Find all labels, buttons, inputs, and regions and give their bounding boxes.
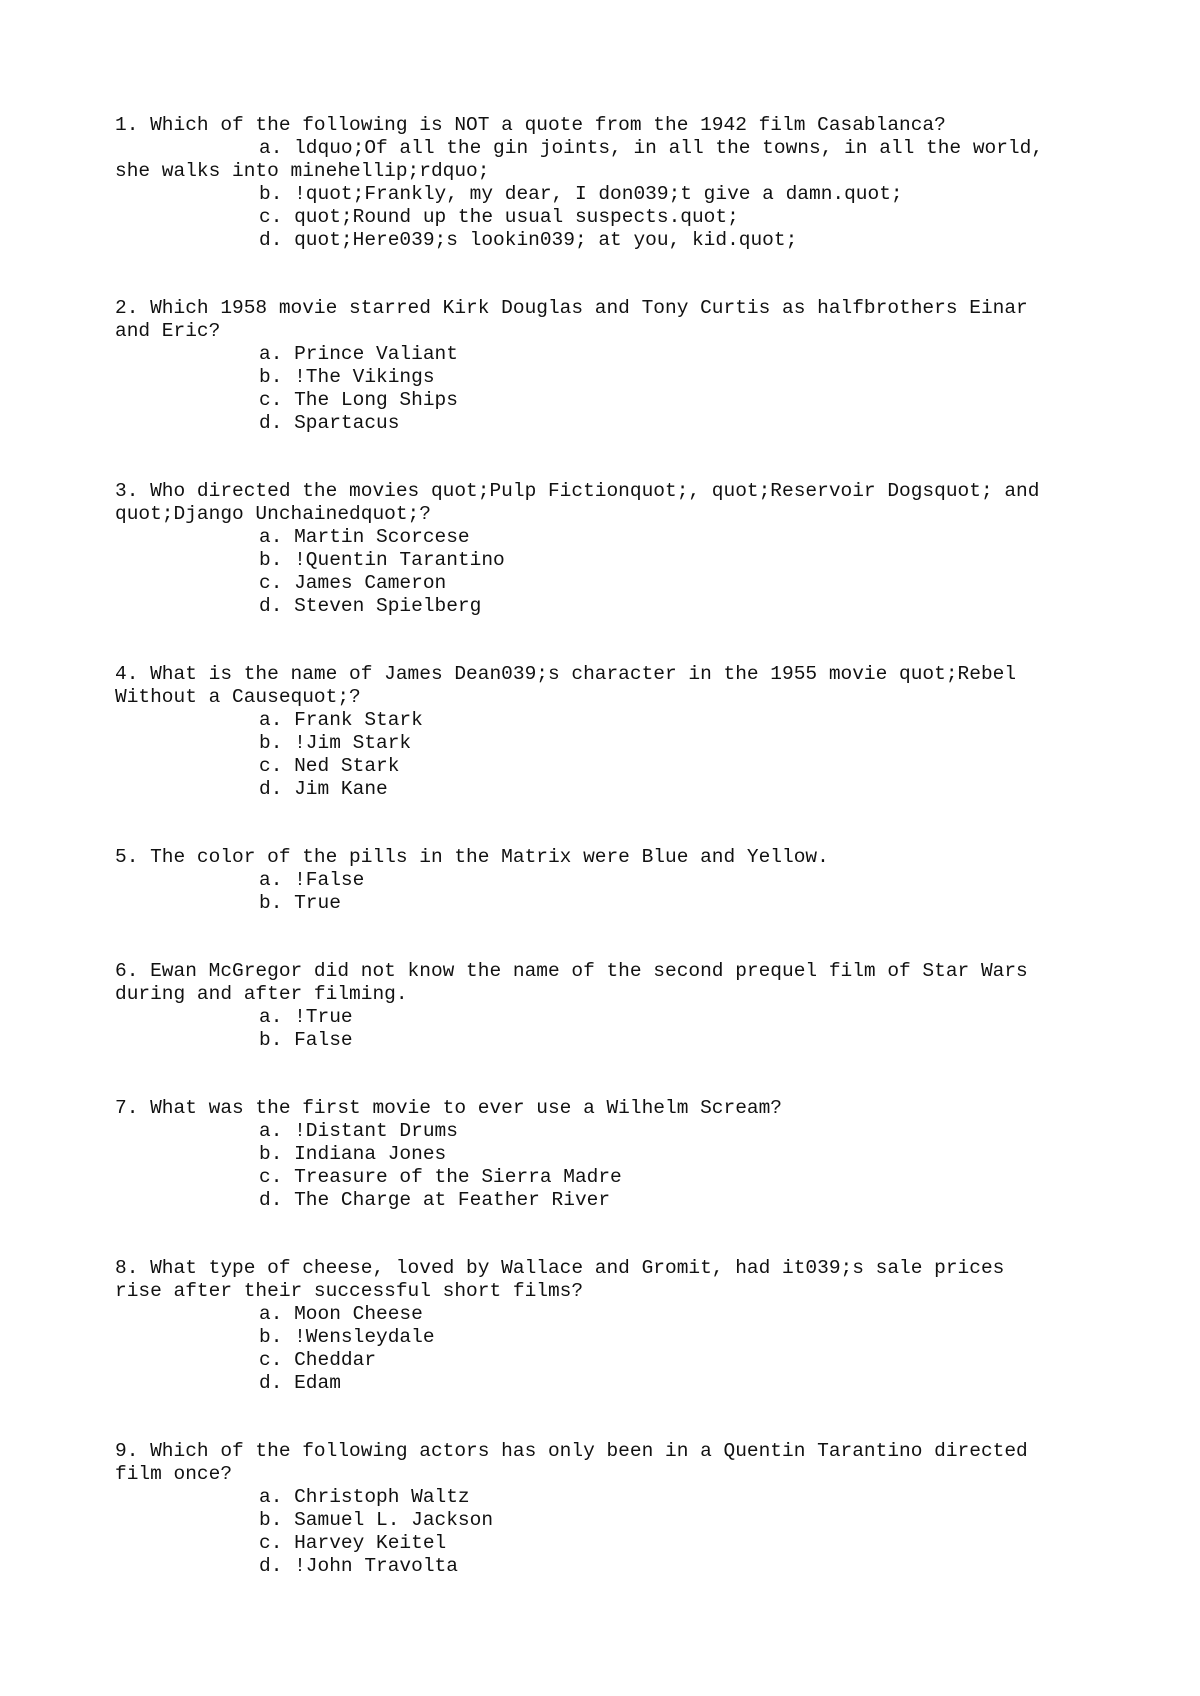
question-text [115, 960, 1115, 983]
question-stem-continuation: film once? [115, 1463, 233, 1485]
option-label: b. [259, 183, 283, 205]
option-text: quot;Round up the usual suspects.quot; [294, 206, 739, 228]
answer-option [115, 1303, 1115, 1326]
answer-options [115, 137, 1115, 252]
question-block [115, 114, 1115, 252]
answer-option [115, 1006, 1115, 1029]
question-text [115, 114, 1115, 137]
answer-option [115, 572, 1115, 595]
option-label: a. [259, 1120, 283, 1142]
option-text: Ned Stark [294, 755, 400, 777]
question-number: 6. [115, 960, 139, 982]
answer-option [115, 1326, 1115, 1349]
question-text [115, 663, 1115, 686]
option-text: The Charge at Feather River [294, 1189, 611, 1211]
option-label: c. [259, 755, 283, 777]
option-text: The Long Ships [294, 389, 458, 411]
answer-option [115, 343, 1115, 366]
option-label: a. [259, 1006, 283, 1028]
option-text: !Wensleydale [294, 1326, 435, 1348]
answer-option [115, 183, 1115, 206]
answer-options [115, 709, 1115, 801]
option-text: Steven Spielberg [294, 595, 482, 617]
answer-options [115, 1486, 1115, 1578]
answer-option [115, 778, 1115, 801]
option-label: b. [259, 366, 283, 388]
option-text: True [294, 892, 341, 914]
option-text: Spartacus [294, 412, 400, 434]
answer-option [115, 1372, 1115, 1395]
option-label: a. [259, 343, 283, 365]
option-label: b. [259, 1509, 283, 1531]
option-text: Jim Kane [294, 778, 388, 800]
option-text: !Jim Stark [294, 732, 412, 754]
option-label: a. [259, 137, 283, 159]
option-text: !False [294, 869, 365, 891]
answer-option [115, 1555, 1115, 1578]
answer-option [115, 549, 1115, 572]
answer-option [115, 206, 1115, 229]
question-stem: Ewan McGregor did not know the name of the second prequel film of Star Wars [150, 960, 1028, 982]
option-text: !True [294, 1006, 353, 1028]
option-text: ldquo;Of all the gin joints, in all the towns, in all the world, [294, 137, 1044, 159]
question-stem: Which of the following actors has only been in a Quentin Tarantino directed [150, 1440, 1028, 1462]
question-text [115, 480, 1115, 503]
question-stem: What is the name of James Dean039;s character in the 1955 movie quot;Rebel [150, 663, 1017, 685]
option-label: b. [259, 732, 283, 754]
option-text: Indiana Jones [294, 1143, 447, 1165]
question-text [115, 1257, 1115, 1280]
option-text: Moon Cheese [294, 1303, 423, 1325]
option-label: d. [259, 778, 283, 800]
answer-options [115, 869, 1115, 915]
option-label: b. [259, 549, 283, 571]
answer-option [115, 1143, 1115, 1166]
option-text-continuation: she walks into minehellip;rdquo; [115, 160, 490, 182]
option-label: a. [259, 1303, 283, 1325]
question-stem-continuation: and Eric? [115, 320, 221, 342]
question-number: 8. [115, 1257, 139, 1279]
question-block [115, 480, 1115, 618]
option-label: d. [259, 595, 283, 617]
question-text [115, 1097, 1115, 1120]
answer-option [115, 1486, 1115, 1509]
option-label: d. [259, 1189, 283, 1211]
option-label: d. [259, 1372, 283, 1394]
question-text [115, 846, 1115, 869]
answer-option [115, 389, 1115, 412]
option-label: a. [259, 709, 283, 731]
option-label: c. [259, 389, 283, 411]
question-number: 3. [115, 480, 139, 502]
question-stem: Who directed the movies quot;Pulp Fictionquot;, quot;Reservoir Dogsquot; and [150, 480, 1040, 502]
question-block [115, 297, 1115, 435]
answer-options [115, 526, 1115, 618]
question-block [115, 1440, 1115, 1578]
answer-option [115, 1349, 1115, 1372]
option-label: a. [259, 526, 283, 548]
answer-options [115, 1303, 1115, 1395]
answer-option [115, 892, 1115, 915]
question-block [115, 1257, 1115, 1395]
option-text: !John Travolta [294, 1555, 458, 1577]
question-block [115, 960, 1115, 1052]
answer-option [115, 526, 1115, 549]
question-number: 7. [115, 1097, 139, 1119]
answer-option [115, 709, 1115, 732]
question-number: 5. [115, 846, 139, 868]
question-number: 9. [115, 1440, 139, 1462]
answer-option [115, 1120, 1115, 1143]
question-stem: What was the first movie to ever use a Wilhelm Scream? [150, 1097, 783, 1119]
question-number: 4. [115, 663, 139, 685]
answer-option [115, 366, 1115, 389]
option-label: a. [259, 1486, 283, 1508]
option-text: Harvey Keitel [294, 1532, 447, 1554]
answer-option [115, 1166, 1115, 1189]
option-label: c. [259, 206, 283, 228]
option-text: Christoph Waltz [294, 1486, 470, 1508]
option-text: Cheddar [294, 1349, 377, 1371]
question-text [115, 297, 1115, 320]
option-label: b. [259, 892, 283, 914]
question-stem-continuation: Without a Causequot;? [115, 686, 361, 708]
answer-option [115, 229, 1115, 252]
option-text: Frank Stark [294, 709, 423, 731]
option-text: Treasure of the Sierra Madre [294, 1166, 622, 1188]
answer-option [115, 412, 1115, 435]
answer-option [115, 1509, 1115, 1532]
option-text: Edam [294, 1372, 341, 1394]
option-label: a. [259, 869, 283, 891]
answer-option [115, 1189, 1115, 1212]
answer-option [115, 595, 1115, 618]
option-label: b. [259, 1143, 283, 1165]
question-stem: The color of the pills in the Matrix were Blue and Yellow. [150, 846, 829, 868]
option-label: d. [259, 229, 283, 251]
question-stem: What type of cheese, loved by Wallace and Gromit, had it039;s sale prices [150, 1257, 1005, 1279]
option-text: !quot;Frankly, my dear, I don039;t give a damn.quot; [294, 183, 903, 205]
option-label: c. [259, 572, 283, 594]
option-text: quot;Here039;s lookin039; at you, kid.quot; [294, 229, 798, 251]
question-block [115, 663, 1115, 801]
quiz-document [115, 114, 1115, 1623]
answer-options [115, 1120, 1115, 1212]
option-text: Samuel L. Jackson [294, 1509, 494, 1531]
question-number: 1. [115, 114, 139, 136]
option-label: b. [259, 1326, 283, 1348]
option-text: !Quentin Tarantino [294, 549, 505, 571]
option-label: d. [259, 412, 283, 434]
option-label: b. [259, 1029, 283, 1051]
question-stem-continuation: rise after their successful short films? [115, 1280, 584, 1302]
option-text: James Cameron [294, 572, 447, 594]
question-stem-continuation: during and after filming. [115, 983, 408, 1005]
answer-option [115, 1532, 1115, 1555]
answer-option [115, 755, 1115, 778]
answer-options [115, 1006, 1115, 1052]
answer-options [115, 343, 1115, 435]
question-stem-continuation: quot;Django Unchainedquot;? [115, 503, 431, 525]
option-text: Martin Scorcese [294, 526, 470, 548]
question-block [115, 846, 1115, 915]
question-stem: Which of the following is NOT a quote from the 1942 film Casablanca? [150, 114, 946, 136]
option-label: c. [259, 1349, 283, 1371]
option-label: c. [259, 1166, 283, 1188]
answer-option [115, 869, 1115, 892]
option-text: !Distant Drums [294, 1120, 458, 1142]
option-label: c. [259, 1532, 283, 1554]
question-block [115, 1097, 1115, 1212]
option-text: !The Vikings [294, 366, 435, 388]
answer-option [115, 732, 1115, 755]
question-number: 2. [115, 297, 139, 319]
option-text: Prince Valiant [294, 343, 458, 365]
answer-option [115, 1029, 1115, 1052]
answer-option [115, 137, 1115, 160]
option-label: d. [259, 1555, 283, 1577]
question-stem: Which 1958 movie starred Kirk Douglas and Tony Curtis as halfbrothers Einar [150, 297, 1028, 319]
question-text [115, 1440, 1115, 1463]
option-text: False [294, 1029, 353, 1051]
